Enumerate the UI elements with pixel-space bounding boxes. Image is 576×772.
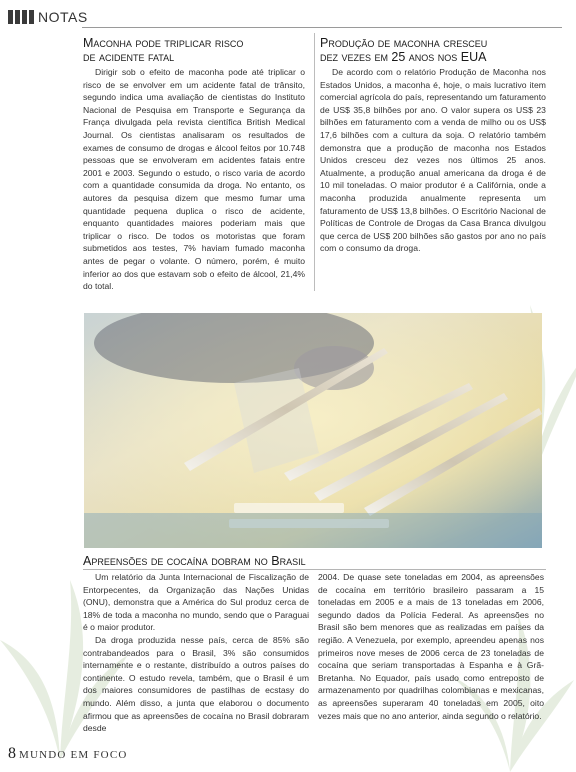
article-column-left xyxy=(83,571,309,735)
article-paragraph: De acordo com o relatório Produção de Maconha nos Estados Unidos, a maconha é, hoje, o mais lucrativo item comercial agrícola do país, representando um faturamento de US$ 35,8 bilhões por ano. O valor supera os US$ 23 bilhões em faturamento com a venda de milho ou os US$ 17,6 bilhões com a cultura da soja. O relatório também demonstra que a produção de maconha nos Estados Unidos cresceu dez vezes nos últimos 25 anos. Atualmente, a produção anual americana da droga é de 10 mil toneladas. O maior produtor é a Califórnia, onde a maconha produzida anualmente representa um faturamento de US$ 13,8 bilhões. O Escritório Nacional de Políticas de Controle de Drogas da Casa Branca divulgou que cerca de US$ 200 bilhões são gastos por ano no país com o consumo da droga. xyxy=(320,67,546,254)
section-tag xyxy=(8,9,88,25)
article-title xyxy=(320,36,546,64)
article-title-line2: dez vezes em 25 anos nos EUA xyxy=(320,50,487,64)
article-marijuana-risk xyxy=(83,36,305,293)
article-column-right xyxy=(318,571,544,722)
article-marijuana-production xyxy=(320,36,546,255)
page-number: 8 xyxy=(8,745,16,762)
article-paragraph: Da droga produzida nesse país, cerca de 85% são contrabandeados para o Brasil, 3% são consumidos internamente e o restante, distribuído a outros países do continente. O estudo revela, também, que o Brasil é um dos maiores consumidores de pastilhas de ecstasy do mundo. Além disso, a junta que elaborou o documento afirmou que as apreensões de cocaína no Brasil dobraram desde xyxy=(83,634,309,734)
article-title-line1: Produção de maconha cresceu xyxy=(320,36,488,50)
article-title-line1: Maconha pode triplicar risco xyxy=(83,36,244,50)
section-label: NOTAS xyxy=(38,9,88,25)
page-footer xyxy=(8,745,128,763)
magazine-name: MUNDO EM FOCO xyxy=(19,749,128,761)
article-title xyxy=(83,36,305,64)
header-rule xyxy=(82,27,562,28)
section-bars-icon xyxy=(8,10,34,24)
article-title-rule xyxy=(83,569,546,570)
column-divider xyxy=(314,33,315,291)
article-paragraph: Dirigir sob o efeito de maconha pode até triplicar o risco de se envolver em um acidente fatal de trânsito, segundo indica uma avaliação de cientistas do Instituto Nacional de Pesquisa em Transporte e Segurança da França divulgada pela revista científica British Medical Journal. Os cientistas analisaram os resultados de exames de consumo de drogas e álcool feitos por 10.748 pessoas que se envolveram em acidentes fatais entre 2001 e 2003. Segundo o estudo, o risco varia de acordo com a quantidade consumida da droga. No entanto, os autores da pesquisa dizem que mesmo fumar uma quantidade pequena duplica o risco de acidente, enquanto quantidades maiores poderiam mais que triplicar o risco. De todos os motoristas que foram submetidos aos testes, 7% haviam fumado maconha antes de pegar o volante. O número, porém, é muito inferior ao dos que estavam sob o efeito de álcool, 21,4% do total. xyxy=(83,67,305,292)
article-title: Apreensões de cocaína dobram no Brasil xyxy=(83,554,306,568)
cocaine-lines-photo xyxy=(84,313,542,548)
photo-illustration xyxy=(84,313,542,548)
article-title-line2: de acidente fatal xyxy=(83,50,175,64)
article-paragraph: Um relatório da Junta Internacional de Fiscalização de Entorpecentes, da Organização das Nações Unidas (ONU), demonstra que a América do Sul produz cerca de 18% de toda a maconha no mundo, sendo que o Paraguai é o maior produtor. xyxy=(83,572,309,633)
article-paragraph: 2004. De quase sete toneladas em 2004, as apreensões de cocaína em território brasileiro passaram a 15 toneladas em 2005 e a mais de 13 toneladas em 2006, segundo dados da Polícia Federal. As apreensões no Brasil são bem menores que as realizadas em países da região. A Venezuela, por exemplo, apreendeu apenas nos primeiros nove meses de 2006 cerca de 23 toneladas de cocaína que seriam transportadas à Espanha e à Grã-Bretanha. No Equador, país usado como entreposto de armazenamento por quadrilhas colombianas e mexicanas, as apreensões superaram 40 toneladas em 2005, oito vezes mais que no ano anterior, ainda segundo o relatório. xyxy=(318,572,544,721)
